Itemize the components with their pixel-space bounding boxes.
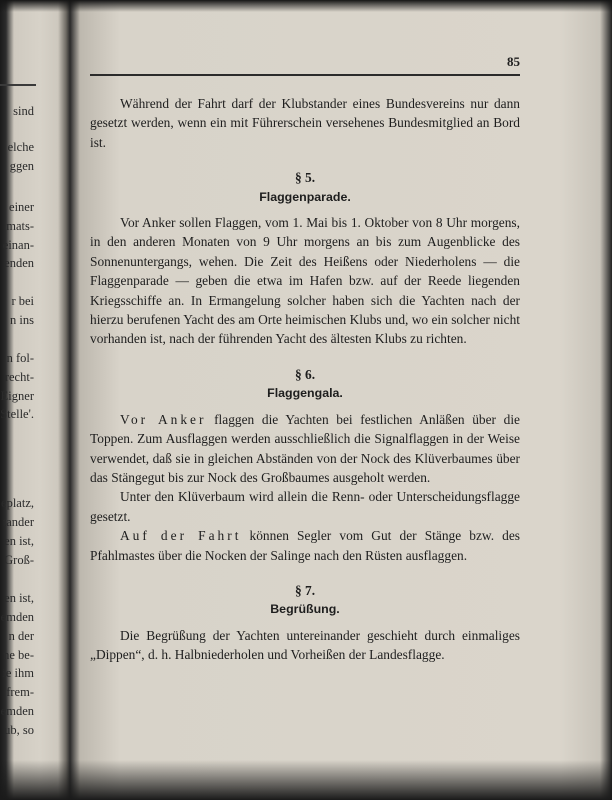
left-fragment: Eigner [0,389,34,403]
page-number: 85 [507,54,520,69]
left-fragment: ie ihm [2,666,34,680]
left-fragment: ggen [9,159,34,173]
section-number: § 5. [294,170,316,186]
left-page-rule [0,84,36,86]
left-fragment: frem- [6,685,34,699]
left-fragment: r bei [11,294,34,308]
paragraph [90,487,520,526]
left-fragment: emden [0,704,34,718]
left-fragment: enden [4,256,34,270]
paragraph [90,526,520,565]
section-title: Flaggengala. [267,386,343,401]
left-fragment: n fol- [6,351,34,365]
left-fragment: elche [7,140,34,154]
left-fragment: en ist, [4,591,34,605]
left-fragment: mats- [6,219,34,233]
paragraph: Die Begrüßung der Yachten untereinander geschieht durch einmaliges „Dippen“, d. h. Halbniederholen und Vorheißen der Landesflagge. [90,627,520,663]
left-fragment: sind [13,104,34,118]
scan-bottom-shadow [0,760,612,800]
paragraph: Vor Anker sollen Flaggen, vom 1. Mai bis 1. Oktober von 8 Uhr morgens, in den anderen Monaten von 9 Uhr morgens an bis zum Augenblicke des Sonnenuntergangs, wehen. Die Zeit des Heißens oder Niederholens — die Flaggenparade — geben die etwa im Hafen bzw. auf der Reede liegenden Kriegsschiffe an. In Ermangelung solcher haben sich die Yachten nach der hierzu berufenen Yacht des am Orte heimischen Klubs und, wo ein solcher nicht vorhanden ist, nach der führenden Yacht des ältesten Klubs zu richten. [90,215,520,347]
left-fragment: ne be- [3,648,34,662]
paragraph-text: können Segler vom Gut der Stänge bzw. des Pfahlmastes über die Nocken der Salinge nach den Rüsten ausflaggen. [90,528,521,563]
section-title: Flaggenparade. [259,189,351,204]
left-fragment: recht- [4,370,34,384]
spaced-lead: Vor Anker [120,411,207,427]
paragraph-text: Unter den Klüverbaum wird allein die Renn- oder Unterscheidungsflagge gesetzt. [90,489,520,524]
left-fragment: einer [9,200,34,214]
page-body [90,94,520,665]
left-fragment: n der [8,629,34,643]
paragraph-text: flaggen die Yachten bei festlichen Anläßen über die Toppen. Zum Ausflaggen werden ausschließlich die Signalflaggen in der Weise verwendet, daß sie in gleichen Abständen von der Nock des Klüverbaumes über das Stängegut bis zur Nock des Großbaumes ausgeholt werden. [90,411,520,485]
left-fragment: en ist, [4,534,34,548]
spaced-lead: Auf der Fahrt [120,528,242,544]
left-fragment: Groß- [4,553,34,567]
left-fragment: emden [0,610,34,624]
header-rule [90,74,520,76]
left-fragment: tander [2,515,34,529]
left-fragment: einan- [2,238,34,252]
section-title: Begrüßung. [270,602,340,617]
section-number: § 7. [294,582,316,598]
left-fragment: ub, so [4,723,34,737]
left-fragment: Stelle'. [0,407,34,421]
paragraph [90,410,520,488]
section-number: § 6. [294,366,316,382]
left-page-edge [0,0,64,800]
intro-paragraph: Während der Fahrt darf der Klubstander eines Bundesvereins nur dann gesetzt werden, wenn ein mit Führerschein versehenes Bundesmitglied an Bord ist. [90,96,520,150]
left-fragment: eplatz, [1,496,34,510]
left-fragment: n ins [10,313,34,327]
scan-top-shadow [0,0,612,12]
